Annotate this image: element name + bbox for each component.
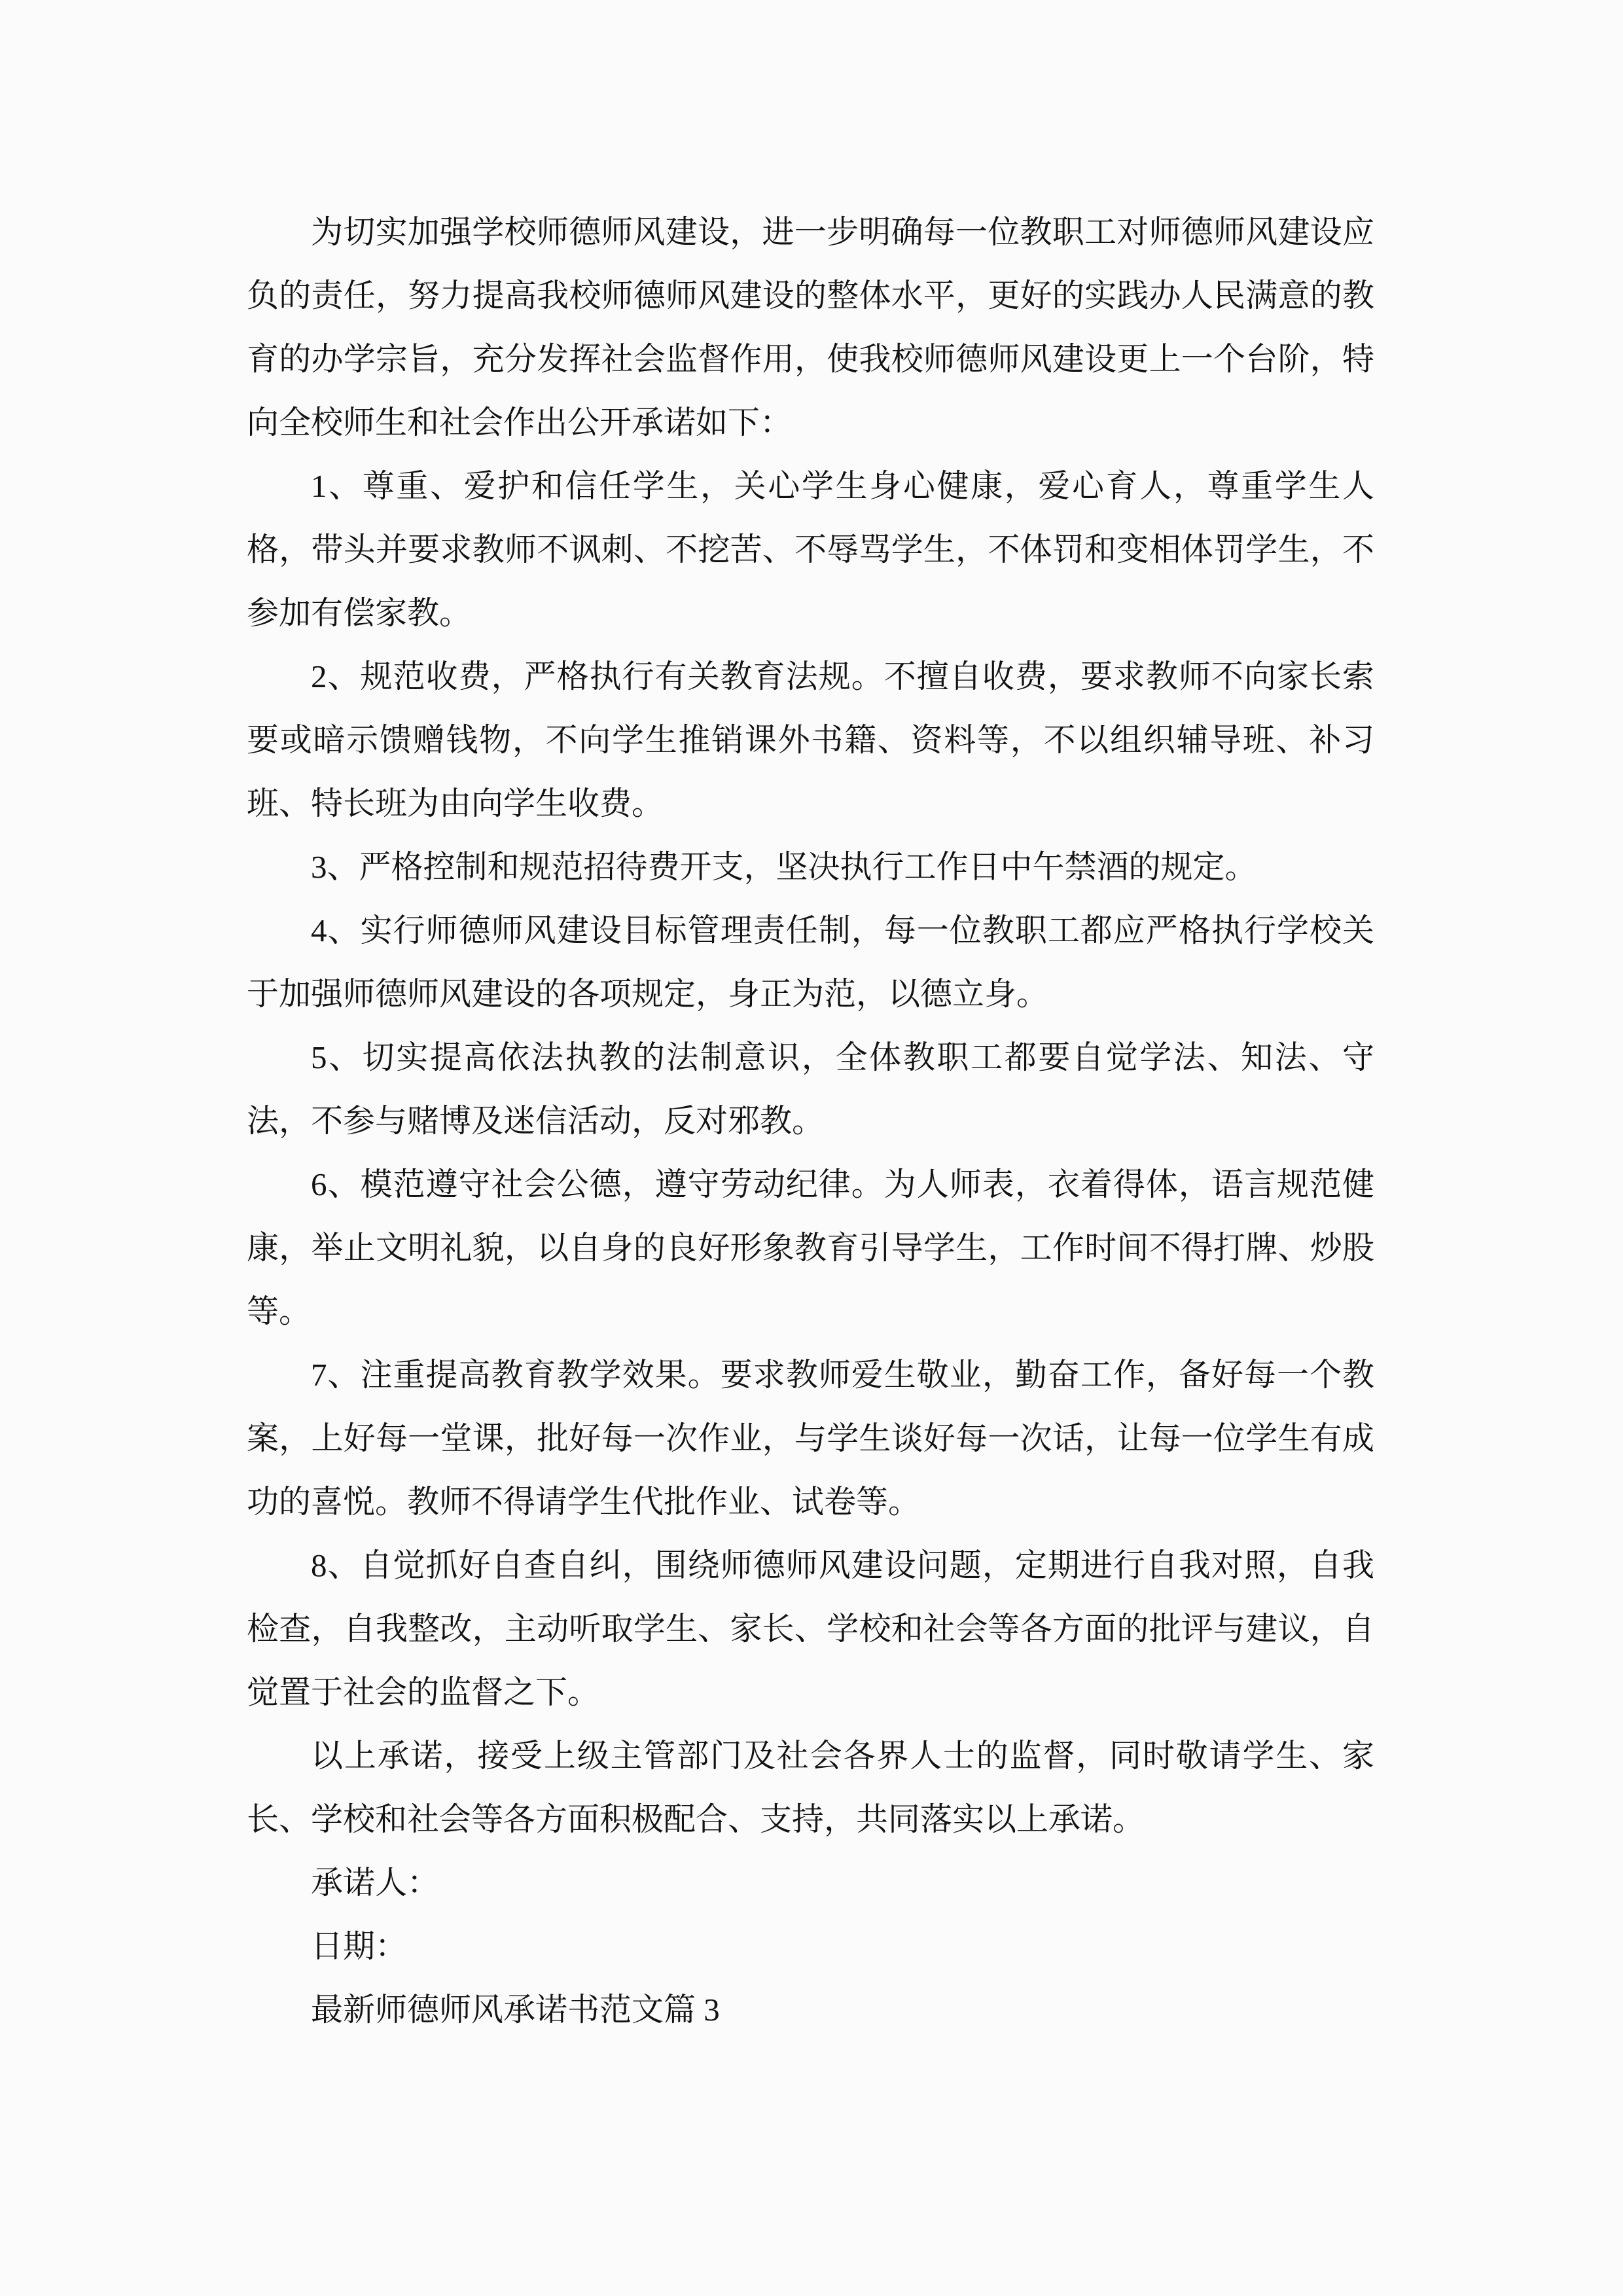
- intro-paragraph: 为切实加强学校师德师风建设，进一步明确每一位教职工对师德师风建设应负的责任，努力提高我校师德师风建设的整体水平，更好的实践办人民满意的教育的办学宗旨，充分发挥社会监督作用，使我校师德师风建设更上一个台阶，特向全校师生和社会作出公开承诺如下：: [247, 214, 1374, 440]
- closing-paragraph: 以上承诺，接受上级主管部门及社会各界人士的监督，同时敬请学生、家长、学校和社会等各方面积极配合、支持，共同落实以上承诺。: [247, 1738, 1374, 1837]
- signer-line: 承诺人：: [311, 1865, 440, 1901]
- date-line: 日期：: [311, 1928, 408, 1964]
- commitment-item-7: 7、注重提高教育教学效果。要求教师爱生敬业，勤奋工作，备好每一个教案，上好每一堂课，批好每一次作业，与学生谈好每一次话，让每一位学生有成功的喜悦。教师不得请学生代批作业、试卷等。: [247, 1357, 1374, 1520]
- commitment-item-1: 1、尊重、爱护和信任学生，关心学生身心健康，爱心育人，尊重学生人格，带头并要求教师不讽刺、不挖苦、不辱骂学生，不体罚和变相体罚学生，不参加有偿家教。: [247, 468, 1374, 631]
- commitment-item-5: 5、切实提高依法执教的法制意识，全体教职工都要自觉学法、知法、守法，不参与赌博及迷信活动，反对邪教。: [247, 1039, 1374, 1139]
- document-body: [247, 200, 1374, 2041]
- commitment-item-2: 2、规范收费，严格执行有关教育法规。不擅自收费，要求教师不向家长索要或暗示馈赠钱物，不向学生推销课外书籍、资料等，不以组织辅导班、补习班、特长班为由向学生收费。: [247, 658, 1374, 821]
- commitment-item-6: 6、模范遵守社会公德，遵守劳动纪律。为人师表，衣着得体，语言规范健康，举止文明礼貌，以自身的良好形象教育引导学生，工作时间不得打牌、炒股等。: [247, 1166, 1374, 1329]
- next-section-title: 最新师德师风承诺书范文篇 3: [311, 1992, 720, 2028]
- commitment-item-3: 3、严格控制和规范招待费开支，坚决执行工作日中午禁酒的规定。: [311, 849, 1257, 885]
- commitment-item-8: 8、自觉抓好自查自纠，围绕师德师风建设问题，定期进行自我对照，自我检查，自我整改，主动听取学生、家长、学校和社会等各方面的批评与建议，自觉置于社会的监督之下。: [247, 1547, 1374, 1710]
- commitment-item-4: 4、实行师德师风建设目标管理责任制，每一位教职工都应严格执行学校关于加强师德师风建设的各项规定，身正为范，以德立身。: [247, 912, 1374, 1012]
